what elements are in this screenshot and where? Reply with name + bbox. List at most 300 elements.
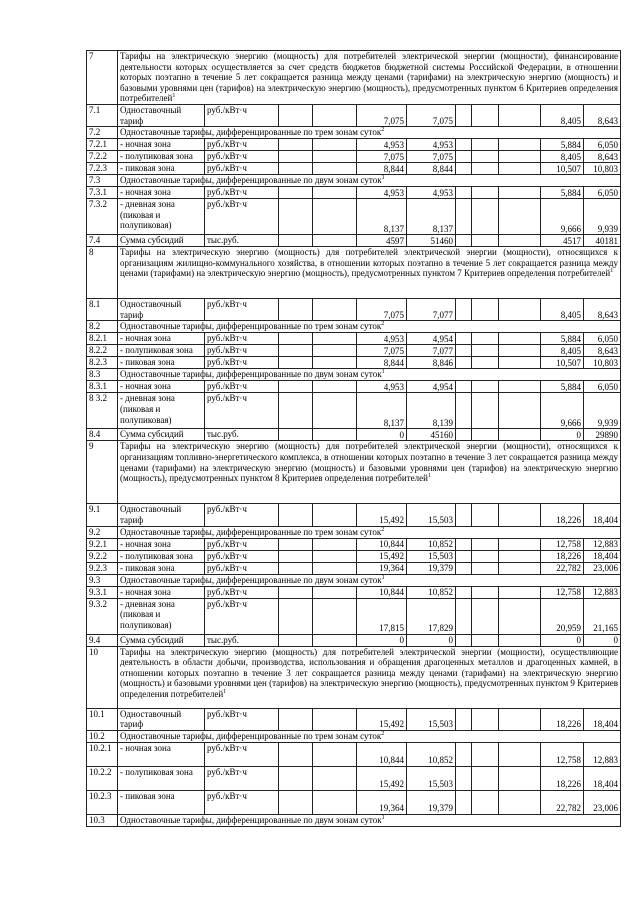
empty-cell bbox=[456, 104, 472, 126]
empty-cell bbox=[279, 299, 313, 321]
row-name: - полупиковая зона bbox=[118, 345, 205, 357]
value-cell: 8,405 bbox=[541, 299, 584, 321]
table-row bbox=[87, 504, 621, 526]
footnote-mark: 2 bbox=[381, 321, 385, 328]
empty-cell bbox=[313, 104, 357, 126]
table-row bbox=[87, 634, 621, 646]
row-code: 7 bbox=[87, 51, 118, 105]
value-cell: 29890 bbox=[584, 429, 621, 441]
footnote-mark: 2 bbox=[381, 526, 385, 533]
empty-cell bbox=[456, 429, 472, 441]
row-code: 7.2.3 bbox=[87, 163, 118, 175]
empty-cell bbox=[472, 562, 499, 574]
row-unit: руб./кВт·ч bbox=[205, 766, 279, 790]
value-cell: 12,883 bbox=[584, 586, 621, 598]
row-name: Одноставочный тариф bbox=[118, 299, 205, 321]
empty-cell bbox=[279, 333, 313, 345]
value-cell: 9,939 bbox=[584, 393, 621, 429]
row-unit: руб./кВт·ч bbox=[205, 562, 279, 574]
empty-cell bbox=[456, 742, 472, 766]
value-cell: 8,844 bbox=[357, 357, 407, 369]
value-cell: 10,852 bbox=[407, 538, 456, 550]
row-code: 8.3.1 bbox=[87, 381, 118, 393]
footnote-mark: 1 bbox=[172, 93, 176, 100]
value-cell: 4,953 bbox=[357, 187, 407, 199]
empty-cell bbox=[472, 357, 499, 369]
empty-cell bbox=[472, 504, 499, 526]
row-code: 9.2 bbox=[87, 526, 118, 538]
row-name: Сумма субсидий bbox=[118, 429, 205, 441]
value-cell: 6,050 bbox=[584, 333, 621, 345]
value-cell: 4,954 bbox=[407, 381, 456, 393]
table-row bbox=[87, 598, 621, 634]
footnote-mark: 1 bbox=[381, 175, 385, 182]
value-cell: 8,137 bbox=[357, 199, 407, 235]
empty-cell bbox=[279, 634, 313, 646]
value-cell: 5,884 bbox=[541, 333, 584, 345]
footnote-mark: 2 bbox=[381, 730, 385, 737]
empty-cell bbox=[472, 345, 499, 357]
table-row bbox=[87, 742, 621, 766]
value-cell: 4597 bbox=[357, 235, 407, 247]
row-name: - пиковая зона bbox=[118, 357, 205, 369]
value-cell: 8,643 bbox=[584, 299, 621, 321]
table-row bbox=[87, 562, 621, 574]
table-row bbox=[87, 199, 621, 235]
value-cell: 6,050 bbox=[584, 381, 621, 393]
value-cell: 7,077 bbox=[407, 345, 456, 357]
group-title bbox=[118, 730, 621, 742]
empty-cell bbox=[456, 393, 472, 429]
value-cell: 5,884 bbox=[541, 381, 584, 393]
title-text: Тарифы на электрическую энергию (мощность) для потребителей электрической энергии (мощности), финансирование деятельности которых осуществляется за счет средств бюджетов бюджетной системы Российской Федерации, в отношении которых поэтапно в течение 5 лет сокращается разница между ценами (тарифами) на электрическую энергию (мощность) и базовыми уровнями цен (тарифов) на электрическую энергию (мощность), предусмотренных пунктом 6 Критериев определения потребителей bbox=[120, 51, 619, 104]
table-row bbox=[87, 187, 621, 199]
row-unit: руб./кВт·ч bbox=[205, 187, 279, 199]
empty-cell bbox=[313, 562, 357, 574]
row-unit: тыс.руб. bbox=[205, 235, 279, 247]
empty-cell bbox=[456, 538, 472, 550]
empty-cell bbox=[499, 151, 541, 163]
row-name: Одноставочный тариф bbox=[118, 104, 205, 126]
value-cell: 45160 bbox=[407, 429, 456, 441]
value-cell: 15,503 bbox=[407, 550, 456, 562]
row-name: - пиковая зона bbox=[118, 163, 205, 175]
value-cell: 7,075 bbox=[357, 345, 407, 357]
value-cell: 10,803 bbox=[584, 163, 621, 175]
row-code: 10.3 bbox=[87, 814, 118, 826]
empty-cell bbox=[313, 708, 357, 730]
tariff-document bbox=[86, 50, 620, 827]
value-cell: 8,405 bbox=[541, 104, 584, 126]
row-code: 9.2.1 bbox=[87, 538, 118, 550]
row-code: 7.3.2 bbox=[87, 199, 118, 235]
value-cell: 7,075 bbox=[357, 104, 407, 126]
empty-cell bbox=[499, 345, 541, 357]
empty-cell bbox=[499, 538, 541, 550]
empty-cell bbox=[456, 235, 472, 247]
empty-cell bbox=[456, 708, 472, 730]
empty-cell bbox=[499, 333, 541, 345]
empty-cell bbox=[313, 538, 357, 550]
empty-cell bbox=[313, 345, 357, 357]
value-cell: 22,782 bbox=[541, 790, 584, 814]
table-row bbox=[87, 393, 621, 429]
empty-cell bbox=[279, 562, 313, 574]
empty-cell bbox=[472, 598, 499, 634]
empty-cell bbox=[472, 708, 499, 730]
footnote-mark: 1 bbox=[381, 814, 385, 821]
row-code: 8.3 bbox=[87, 369, 118, 381]
empty-cell bbox=[313, 550, 357, 562]
value-cell: 9,666 bbox=[541, 199, 584, 235]
value-cell: 8,137 bbox=[357, 393, 407, 429]
row-unit: тыс.руб. bbox=[205, 429, 279, 441]
group-header-row bbox=[87, 730, 621, 742]
group-header-row bbox=[87, 574, 621, 586]
value-cell: 12,758 bbox=[541, 742, 584, 766]
value-cell: 18,226 bbox=[541, 708, 584, 730]
row-code: 9.2.2 bbox=[87, 550, 118, 562]
table-row bbox=[87, 139, 621, 151]
table-row bbox=[87, 333, 621, 345]
empty-cell bbox=[313, 634, 357, 646]
empty-cell bbox=[472, 550, 499, 562]
empty-cell bbox=[279, 187, 313, 199]
row-code: 9.4 bbox=[87, 634, 118, 646]
row-code: 7.3.1 bbox=[87, 187, 118, 199]
row-unit: руб./кВт·ч bbox=[205, 790, 279, 814]
empty-cell bbox=[472, 163, 499, 175]
value-cell: 17,829 bbox=[407, 598, 456, 634]
row-name: Одноставочный тариф bbox=[118, 504, 205, 526]
row-code: 7.3 bbox=[87, 175, 118, 187]
group-header-row bbox=[87, 526, 621, 538]
row-name: - дневная зона (пиковая и полупиковая) bbox=[118, 598, 205, 634]
value-cell: 19,379 bbox=[407, 562, 456, 574]
footnote-mark: 1 bbox=[381, 574, 385, 581]
empty-cell bbox=[499, 139, 541, 151]
value-cell: 4,953 bbox=[357, 381, 407, 393]
empty-cell bbox=[313, 299, 357, 321]
value-cell: 18,226 bbox=[541, 504, 584, 526]
group-header-row bbox=[87, 175, 621, 187]
empty-cell bbox=[472, 742, 499, 766]
row-unit: руб./кВт·ч bbox=[205, 163, 279, 175]
value-cell: 12,883 bbox=[584, 538, 621, 550]
value-cell: 18,404 bbox=[584, 708, 621, 730]
row-unit: руб./кВт·ч bbox=[205, 393, 279, 429]
value-cell: 40181 bbox=[584, 235, 621, 247]
row-name: Одноставочный тариф bbox=[118, 708, 205, 730]
table-row bbox=[87, 381, 621, 393]
row-code: 8.2.1 bbox=[87, 333, 118, 345]
empty-cell bbox=[499, 634, 541, 646]
value-cell: 22,782 bbox=[541, 562, 584, 574]
empty-cell bbox=[279, 393, 313, 429]
empty-cell bbox=[456, 550, 472, 562]
value-cell: 7,075 bbox=[407, 104, 456, 126]
value-cell: 8,405 bbox=[541, 151, 584, 163]
empty-cell bbox=[456, 766, 472, 790]
empty-cell bbox=[279, 429, 313, 441]
row-name: Сумма субсидий bbox=[118, 235, 205, 247]
row-code: 8.2 bbox=[87, 321, 118, 333]
value-cell: 10,852 bbox=[407, 586, 456, 598]
value-cell: 7,075 bbox=[357, 151, 407, 163]
empty-cell bbox=[279, 139, 313, 151]
empty-cell bbox=[499, 766, 541, 790]
table-row bbox=[87, 235, 621, 247]
empty-cell bbox=[313, 187, 357, 199]
title-text: Одноставочные тарифы, дифференцированные по двум зонам суток bbox=[120, 175, 382, 186]
empty-cell bbox=[313, 504, 357, 526]
empty-cell bbox=[279, 550, 313, 562]
title-text: Одноставочные тарифы, дифференцированные по трем зонам суток bbox=[120, 526, 382, 537]
title-text: Одноставочные тарифы, дифференцированные по двум зонам суток bbox=[120, 369, 382, 380]
value-cell: 23,006 bbox=[584, 790, 621, 814]
value-cell: 10,844 bbox=[357, 742, 407, 766]
empty-cell bbox=[313, 199, 357, 235]
section-title bbox=[118, 441, 621, 504]
value-cell: 8,844 bbox=[407, 163, 456, 175]
group-title bbox=[118, 526, 621, 538]
empty-cell bbox=[279, 235, 313, 247]
value-cell: 6,050 bbox=[584, 187, 621, 199]
row-unit: руб./кВт·ч bbox=[205, 550, 279, 562]
row-code: 8.1 bbox=[87, 299, 118, 321]
empty-cell bbox=[279, 357, 313, 369]
value-cell: 10,844 bbox=[357, 538, 407, 550]
value-cell: 7,075 bbox=[357, 299, 407, 321]
empty-cell bbox=[499, 163, 541, 175]
row-code: 10 bbox=[87, 646, 118, 708]
row-code: 8.4 bbox=[87, 429, 118, 441]
empty-cell bbox=[499, 393, 541, 429]
value-cell: 5,884 bbox=[541, 187, 584, 199]
row-code: 8 bbox=[87, 247, 118, 299]
group-title bbox=[118, 574, 621, 586]
empty-cell bbox=[499, 504, 541, 526]
value-cell: 0 bbox=[407, 634, 456, 646]
empty-cell bbox=[313, 381, 357, 393]
footnote-mark: 2 bbox=[381, 127, 385, 134]
row-unit: руб./кВт·ч bbox=[205, 357, 279, 369]
row-code: 10.2 bbox=[87, 730, 118, 742]
value-cell: 4517 bbox=[541, 235, 584, 247]
table-row bbox=[87, 538, 621, 550]
value-cell: 5,884 bbox=[541, 139, 584, 151]
table-row bbox=[87, 357, 621, 369]
row-code: 9.1 bbox=[87, 504, 118, 526]
row-name: - ночная зона bbox=[118, 187, 205, 199]
row-name: - полупиковая зона bbox=[118, 151, 205, 163]
value-cell: 19,364 bbox=[357, 790, 407, 814]
empty-cell bbox=[313, 586, 357, 598]
row-code: 9 bbox=[87, 441, 118, 504]
row-code: 8.2.2 bbox=[87, 345, 118, 357]
empty-cell bbox=[499, 429, 541, 441]
value-cell: 12,883 bbox=[584, 742, 621, 766]
row-unit: руб./кВт·ч bbox=[205, 538, 279, 550]
value-cell: 18,404 bbox=[584, 504, 621, 526]
row-unit: руб./кВт·ч bbox=[205, 504, 279, 526]
value-cell: 15,492 bbox=[357, 550, 407, 562]
empty-cell bbox=[472, 381, 499, 393]
value-cell: 10,844 bbox=[357, 586, 407, 598]
empty-cell bbox=[456, 790, 472, 814]
value-cell: 0 bbox=[541, 429, 584, 441]
empty-cell bbox=[456, 333, 472, 345]
title-text: Одноставочные тарифы, дифференцированные по двум зонам суток bbox=[120, 814, 382, 825]
group-header-row bbox=[87, 814, 621, 826]
table-row bbox=[87, 586, 621, 598]
row-name: - ночная зона bbox=[118, 381, 205, 393]
empty-cell bbox=[456, 586, 472, 598]
empty-cell bbox=[313, 357, 357, 369]
row-code: 9.2.3 bbox=[87, 562, 118, 574]
value-cell: 17,815 bbox=[357, 598, 407, 634]
row-unit: руб./кВт·ч bbox=[205, 345, 279, 357]
value-cell: 12,758 bbox=[541, 586, 584, 598]
value-cell: 15,503 bbox=[407, 766, 456, 790]
empty-cell bbox=[499, 299, 541, 321]
value-cell: 8,643 bbox=[584, 104, 621, 126]
value-cell: 15,492 bbox=[357, 766, 407, 790]
empty-cell bbox=[279, 742, 313, 766]
row-unit: руб./кВт·ч bbox=[205, 151, 279, 163]
table-row bbox=[87, 151, 621, 163]
value-cell: 4,953 bbox=[357, 333, 407, 345]
section-title bbox=[118, 51, 621, 105]
table-row bbox=[87, 299, 621, 321]
row-name: - дневная зона (пиковая и полупиковая) bbox=[118, 393, 205, 429]
section-title bbox=[118, 247, 621, 299]
row-code: 9.3 bbox=[87, 574, 118, 586]
empty-cell bbox=[456, 199, 472, 235]
value-cell: 18,404 bbox=[584, 766, 621, 790]
empty-cell bbox=[499, 187, 541, 199]
row-name: - ночная зона bbox=[118, 586, 205, 598]
row-unit: руб./кВт·ч bbox=[205, 139, 279, 151]
empty-cell bbox=[499, 199, 541, 235]
row-code: 10.2.3 bbox=[87, 790, 118, 814]
empty-cell bbox=[499, 598, 541, 634]
value-cell: 4,954 bbox=[407, 333, 456, 345]
row-code: 10.1 bbox=[87, 708, 118, 730]
empty-cell bbox=[499, 708, 541, 730]
table-row bbox=[87, 550, 621, 562]
row-code: 9.3.1 bbox=[87, 586, 118, 598]
table-row bbox=[87, 163, 621, 175]
row-name: - полупиковая зона bbox=[118, 550, 205, 562]
empty-cell bbox=[472, 790, 499, 814]
table-row bbox=[87, 708, 621, 730]
value-cell: 4,953 bbox=[407, 187, 456, 199]
empty-cell bbox=[456, 562, 472, 574]
value-cell: 20,959 bbox=[541, 598, 584, 634]
row-unit: тыс.руб. bbox=[205, 634, 279, 646]
empty-cell bbox=[279, 345, 313, 357]
empty-cell bbox=[472, 187, 499, 199]
row-code: 7.1 bbox=[87, 104, 118, 126]
title-text: Одноставочные тарифы, дифференцированные по двум зонам суток bbox=[120, 574, 382, 585]
empty-cell bbox=[472, 766, 499, 790]
empty-cell bbox=[313, 235, 357, 247]
empty-cell bbox=[279, 790, 313, 814]
value-cell: 8,137 bbox=[407, 199, 456, 235]
row-name: - дневная зона (пиковая и полупиковая) bbox=[118, 199, 205, 235]
value-cell: 8,844 bbox=[357, 163, 407, 175]
row-code: 8.2.3 bbox=[87, 357, 118, 369]
empty-cell bbox=[472, 393, 499, 429]
value-cell: 0 bbox=[584, 634, 621, 646]
value-cell: 6,050 bbox=[584, 139, 621, 151]
title-text: Тарифы на электрическую энергию (мощность) для потребителей электрической энергии (мощности), относящихся к организациям жилищно-коммунального хозяйства, в отношении которых поэтапно в течение 5 лет сокращается разница между ценами (тарифами) на электрическую энергию (мощность), предусмотренных пунктом 7 Критериев определения потребителей bbox=[120, 247, 619, 279]
value-cell: 0 bbox=[541, 634, 584, 646]
title-text: Одноставочные тарифы, дифференцированные по трем зонам суток bbox=[120, 127, 382, 138]
group-title bbox=[118, 175, 621, 187]
empty-cell bbox=[313, 139, 357, 151]
empty-cell bbox=[499, 586, 541, 598]
value-cell: 15,492 bbox=[357, 708, 407, 730]
section-header-row bbox=[87, 441, 621, 504]
empty-cell bbox=[279, 151, 313, 163]
empty-cell bbox=[472, 634, 499, 646]
value-cell: 18,226 bbox=[541, 766, 584, 790]
empty-cell bbox=[279, 163, 313, 175]
value-cell: 4,953 bbox=[357, 139, 407, 151]
empty-cell bbox=[456, 345, 472, 357]
table-row bbox=[87, 345, 621, 357]
table-row bbox=[87, 429, 621, 441]
value-cell: 15,492 bbox=[357, 504, 407, 526]
row-code: 7.4 bbox=[87, 235, 118, 247]
row-name: - ночная зона bbox=[118, 139, 205, 151]
empty-cell bbox=[456, 634, 472, 646]
value-cell: 9,666 bbox=[541, 393, 584, 429]
table-row bbox=[87, 766, 621, 790]
empty-cell bbox=[279, 381, 313, 393]
empty-cell bbox=[456, 187, 472, 199]
table-row bbox=[87, 104, 621, 126]
tariff-table bbox=[86, 50, 621, 827]
empty-cell bbox=[499, 381, 541, 393]
value-cell: 15,503 bbox=[407, 708, 456, 730]
value-cell: 10,803 bbox=[584, 357, 621, 369]
row-name: - пиковая зона bbox=[118, 790, 205, 814]
value-cell: 4,953 bbox=[407, 139, 456, 151]
row-name: - ночная зона bbox=[118, 333, 205, 345]
row-unit: руб./кВт·ч bbox=[205, 104, 279, 126]
empty-cell bbox=[313, 333, 357, 345]
footnote-mark: 1 bbox=[610, 268, 614, 275]
value-cell: 0 bbox=[357, 429, 407, 441]
value-cell: 0 bbox=[357, 634, 407, 646]
empty-cell bbox=[472, 299, 499, 321]
empty-cell bbox=[279, 104, 313, 126]
empty-cell bbox=[456, 163, 472, 175]
title-text: Одноставочные тарифы, дифференцированные по трем зонам суток bbox=[120, 730, 382, 741]
value-cell: 10,507 bbox=[541, 357, 584, 369]
row-name: - пиковая зона bbox=[118, 562, 205, 574]
value-cell: 21,165 bbox=[584, 598, 621, 634]
group-header-row bbox=[87, 127, 621, 139]
section-header-row bbox=[87, 51, 621, 105]
empty-cell bbox=[499, 104, 541, 126]
empty-cell bbox=[313, 163, 357, 175]
title-text: Одноставочные тарифы, дифференцированные по трем зонам суток bbox=[120, 321, 382, 332]
empty-cell bbox=[499, 357, 541, 369]
